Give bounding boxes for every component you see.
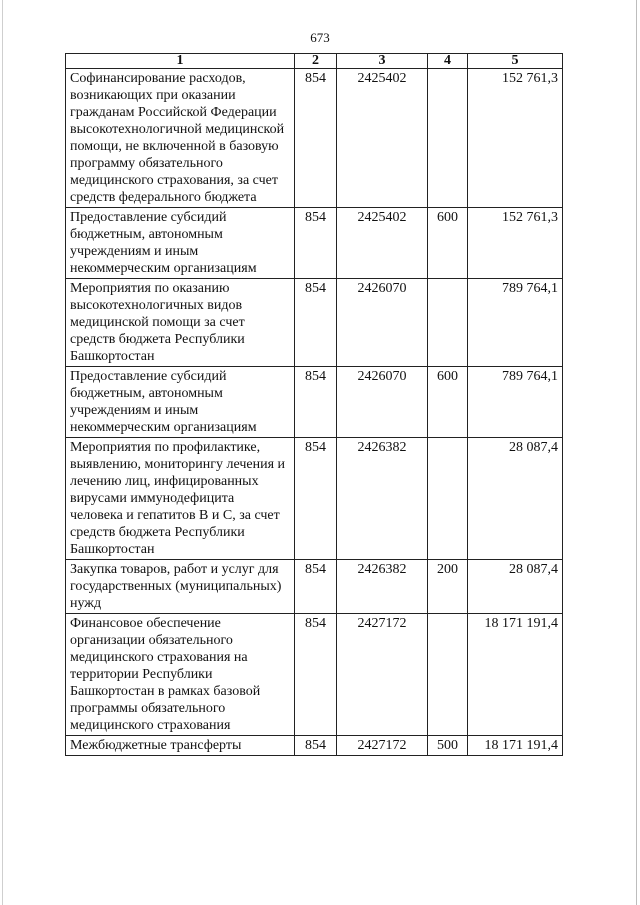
header-col-2: 2 [295,54,337,69]
table-row [66,560,563,614]
row-name: Мероприятия по оказанию высокотехнологичных видов медицинской помощи за счет средств бюджета Республики Башкортостан [66,279,295,367]
row-ministry-code: 854 [295,438,337,560]
header-col-4: 4 [428,54,468,69]
row-name: Финансовое обеспечение организации обязательного медицинского страхования на территории Республики Башкортостан в рамках базовой программы обязательного медицинского страхования [66,614,295,736]
row-expense-type: 200 [428,560,468,614]
row-expense-type: 500 [428,736,468,756]
row-expense-type [428,614,468,736]
table-row [66,367,563,438]
header-row [66,54,563,69]
row-ministry-code: 854 [295,208,337,279]
row-target-code: 2427172 [337,736,428,756]
row-ministry-code: 854 [295,279,337,367]
row-name: Закупка товаров, работ и услуг для государственных (муниципальных) нужд [66,560,295,614]
row-target-code: 2427172 [337,614,428,736]
header-col-1: 1 [66,54,295,69]
row-amount: 152 761,3 [468,69,563,208]
row-expense-type [428,438,468,560]
row-name: Предоставление субсидий бюджетным, автономным учреждениям и иным некоммерческим организациям [66,367,295,438]
row-amount: 28 087,4 [468,560,563,614]
table-row [66,614,563,736]
row-amount: 789 764,1 [468,367,563,438]
header-col-3: 3 [337,54,428,69]
page-number: 673 [310,30,330,45]
row-ministry-code: 854 [295,614,337,736]
row-target-code: 2426382 [337,560,428,614]
scan-edge-right [636,0,637,905]
table-row [66,69,563,208]
row-expense-type [428,69,468,208]
row-name: Межбюджетные трансферты [66,736,295,756]
row-amount: 18 171 191,4 [468,614,563,736]
table-row [66,438,563,560]
row-expense-type [428,279,468,367]
row-ministry-code: 854 [295,560,337,614]
row-name: Софинансирование расходов, возникающих при оказании гражданам Российской Федерации высокотехнологичной медицинской помощи, не включенной в базовую программу обязательного медицинского страхования, за счет средств федерального бюджета [66,69,295,208]
table-row [66,736,563,756]
row-amount: 789 764,1 [468,279,563,367]
row-ministry-code: 854 [295,736,337,756]
row-name: Предоставление субсидий бюджетным, автономным учреждениям и иным некоммерческим организациям [66,208,295,279]
row-name: Мероприятия по профилактике, выявлению, мониторингу лечения и лечению лиц, инфицированных вирусами иммунодефицита человека и гепатитов B и C, за счет средств бюджета Республики Башкортостан [66,438,295,560]
row-target-code: 2426070 [337,367,428,438]
row-amount: 152 761,3 [468,208,563,279]
scan-edge-left [2,0,3,905]
header-col-5: 5 [468,54,563,69]
row-target-code: 2425402 [337,69,428,208]
row-target-code: 2426070 [337,279,428,367]
table-row [66,279,563,367]
row-target-code: 2426382 [337,438,428,560]
row-amount: 18 171 191,4 [468,736,563,756]
table-row [66,208,563,279]
row-ministry-code: 854 [295,367,337,438]
row-target-code: 2425402 [337,208,428,279]
row-ministry-code: 854 [295,69,337,208]
budget-table [65,53,563,756]
row-expense-type: 600 [428,367,468,438]
row-expense-type: 600 [428,208,468,279]
row-amount: 28 087,4 [468,438,563,560]
